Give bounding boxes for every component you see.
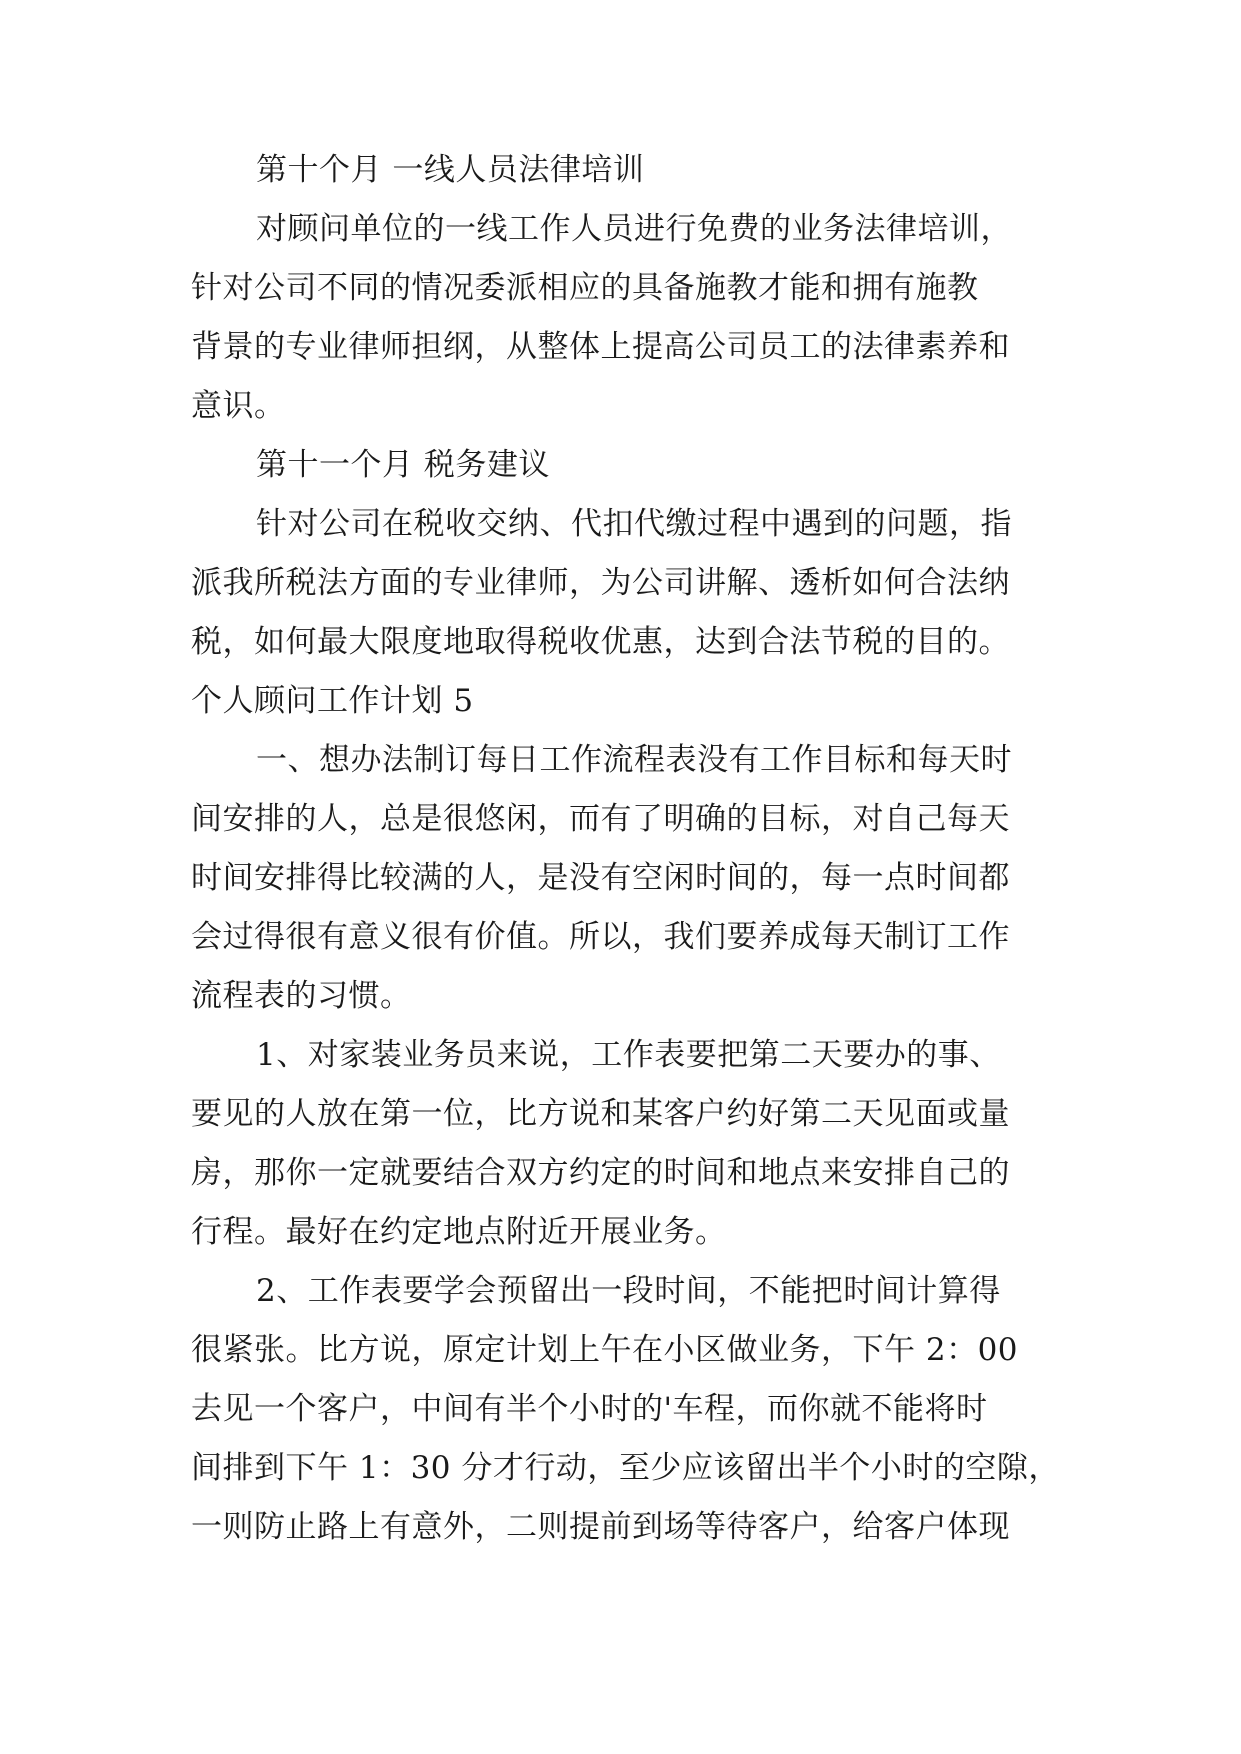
paragraph-line: 对顾问单位的一线工作人员进行免费的业务法律培训， bbox=[256, 211, 1012, 247]
paragraph-line: 时间安排得比较满的人，是没有空闲时间的，每一点时间都 bbox=[191, 860, 1010, 896]
paragraph-line: 派我所税法方面的专业律师，为公司讲解、透析如何合法纳 bbox=[191, 565, 1010, 601]
paragraph-line: 一则防止路上有意外，二则提前到场等待客户，给客户体现 bbox=[191, 1509, 1010, 1545]
paragraph-line: 针对公司在税收交纳、代扣代缴过程中遇到的问题，指 bbox=[256, 506, 1012, 542]
section-heading: 第十个月 一线人员法律培训 bbox=[256, 152, 645, 188]
paragraph-line: 去见一个客户，中间有半个小时的'车程，而你就不能将时 bbox=[191, 1391, 988, 1427]
paragraph-line: 1、对家装业务员来说，工作表要把第二天要办的事、 bbox=[256, 1037, 1001, 1073]
paragraph-line: 意识。 bbox=[191, 388, 286, 424]
paragraph-line: 2、工作表要学会预留出一段时间，不能把时间计算得 bbox=[256, 1273, 1001, 1309]
document-title: 个人顾问工作计划 5 bbox=[191, 683, 474, 719]
paragraph-line: 流程表的习惯。 bbox=[191, 978, 412, 1014]
paragraph-line: 房，那你一定就要结合双方约定的时间和地点来安排自己的 bbox=[191, 1155, 1010, 1191]
paragraph-line: 行程。最好在约定地点附近开展业务。 bbox=[191, 1214, 727, 1250]
paragraph-line: 税，如何最大限度地取得税收优惠，达到合法节税的目的。 bbox=[191, 624, 1010, 660]
paragraph-line: 针对公司不同的情况委派相应的具备施教才能和拥有施教 bbox=[191, 270, 979, 306]
paragraph-line: 间安排的人，总是很悠闲，而有了明确的目标，对自己每天 bbox=[191, 801, 1010, 837]
paragraph-line: 一、想办法制订每日工作流程表没有工作目标和每天时 bbox=[256, 742, 1012, 778]
paragraph-line: 要见的人放在第一位，比方说和某客户约好第二天见面或量 bbox=[191, 1096, 1010, 1132]
section-heading: 第十一个月 税务建议 bbox=[256, 447, 550, 483]
paragraph-line: 间排到下午 1：30 分才行动，至少应该留出半个小时的空隙， bbox=[191, 1450, 1060, 1486]
paragraph-line: 会过得很有意义很有价值。所以，我们要养成每天制订工作 bbox=[191, 919, 1010, 955]
paragraph-line: 背景的专业律师担纲，从整体上提高公司员工的法律素养和 bbox=[191, 329, 1010, 365]
paragraph-line: 很紧张。比方说，原定计划上午在小区做业务，下午 2：00 bbox=[191, 1332, 1019, 1368]
